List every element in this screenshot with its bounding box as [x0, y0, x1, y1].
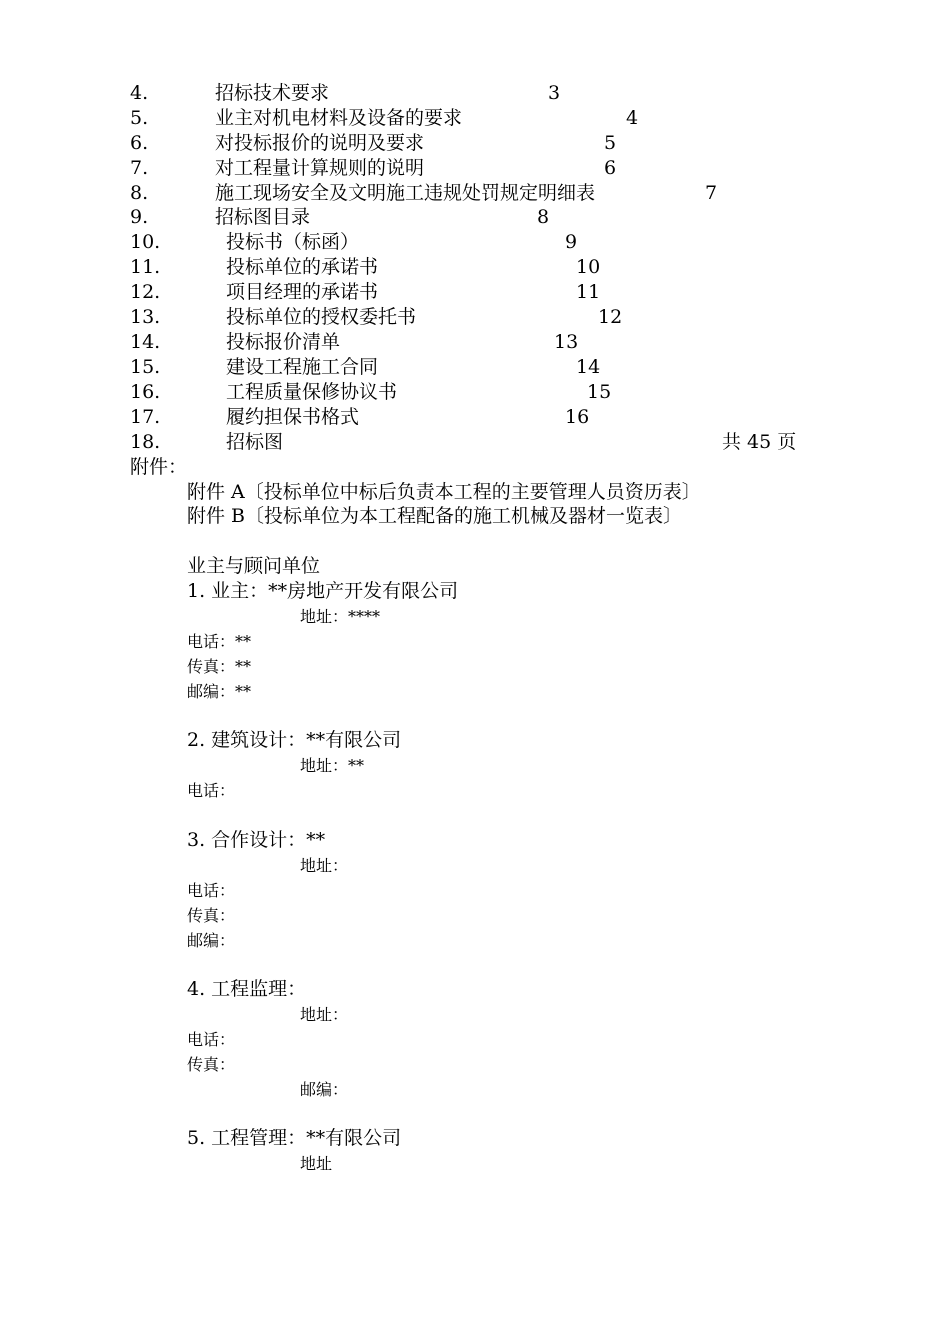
toc-title: 投标报价清单: [226, 331, 341, 353]
toc-title: 对工程量计算规则的说明: [215, 157, 425, 179]
toc-page: 4: [626, 107, 639, 129]
toc-title: 投标书（标函）: [226, 231, 360, 253]
toc-number: 8.: [130, 182, 149, 204]
toc-title: 建设工程施工合同: [226, 356, 379, 378]
toc-title: 对投标报价的说明及要求: [215, 132, 425, 154]
attachments-heading: 附件：: [130, 456, 188, 478]
owner-address: 地址：**: [300, 756, 365, 775]
toc-title: 施工现场安全及文明施工违规处罚规定明细表: [215, 182, 596, 204]
owner-phone: 电话：: [187, 781, 236, 800]
owner-fax: 传真：: [187, 1055, 236, 1074]
owner-address: 地址: [300, 1154, 333, 1173]
toc-page: 16: [565, 406, 590, 428]
owner-phone: 电话：: [187, 1030, 236, 1049]
toc-number: 10.: [130, 231, 161, 253]
toc-page: 10: [576, 256, 601, 278]
toc-title: 投标单位的承诺书: [226, 256, 379, 278]
toc-title: 招标图目录: [215, 206, 311, 228]
toc-page: 6: [604, 157, 617, 179]
owners-heading: 业主与顾问单位: [187, 555, 321, 577]
toc-title: 招标技术要求: [215, 82, 330, 104]
toc-page: 5: [604, 132, 617, 154]
owner-address: 地址：: [300, 1005, 349, 1024]
owner-postcode: 邮编：: [300, 1080, 349, 1099]
owner-title: 5. 工程管理：**有限公司: [187, 1127, 402, 1149]
toc-number: 9.: [130, 206, 149, 228]
owner-phone: 电话：**: [187, 632, 252, 651]
toc-number: 11.: [130, 256, 161, 278]
toc-number: 12.: [130, 281, 161, 303]
toc-page: 8: [537, 206, 550, 228]
owner-title: 4. 工程监理：: [187, 978, 307, 1000]
owner-postcode: 邮编：: [187, 931, 236, 950]
toc-title: 业主对机电材料及设备的要求: [215, 107, 463, 129]
attachment-item: 附件 B〔投标单位为本工程配备的施工机械及器材一览表〕: [187, 505, 683, 527]
toc-page: 9: [565, 231, 578, 253]
toc-number: 14.: [130, 331, 161, 353]
attachment-item: 附件 A〔投标单位中标后负责本工程的主要管理人员资历表〕: [187, 481, 701, 503]
owner-title: 1. 业主：**房地产开发有限公司: [187, 580, 459, 602]
toc-number: 15.: [130, 356, 161, 378]
toc-number: 7.: [130, 157, 149, 179]
toc-page: 12: [598, 306, 623, 328]
owner-address: 地址：****: [300, 607, 381, 626]
owner-address: 地址：: [300, 856, 349, 875]
toc-title: 项目经理的承诺书: [226, 281, 379, 303]
toc-page: 11: [576, 281, 601, 303]
owner-title: 3. 合作设计：**: [187, 829, 326, 851]
owner-postcode: 邮编：**: [187, 682, 252, 701]
toc-number: 16.: [130, 381, 161, 403]
toc-page: 3: [548, 82, 561, 104]
toc-number: 6.: [130, 132, 149, 154]
toc-page: 14: [576, 356, 601, 378]
owner-fax: 传真：: [187, 906, 236, 925]
toc-title: 招标图: [226, 431, 284, 453]
toc-title: 工程质量保修协议书: [226, 381, 398, 403]
toc-number: 17.: [130, 406, 161, 428]
owner-phone: 电话：: [187, 881, 236, 900]
toc-number: 4.: [130, 82, 149, 104]
toc-page: 7: [705, 182, 718, 204]
toc-title: 投标单位的授权委托书: [226, 306, 417, 328]
toc-page: 15: [587, 381, 612, 403]
toc-number: 13.: [130, 306, 161, 328]
toc-number: 18.: [130, 431, 161, 453]
toc-page: 13: [554, 331, 579, 353]
toc-page: 共 45 页: [722, 431, 797, 453]
owner-title: 2. 建筑设计：**有限公司: [187, 729, 402, 751]
toc-title: 履约担保书格式: [226, 406, 360, 428]
toc-number: 5.: [130, 107, 149, 129]
owner-fax: 传真：**: [187, 657, 252, 676]
